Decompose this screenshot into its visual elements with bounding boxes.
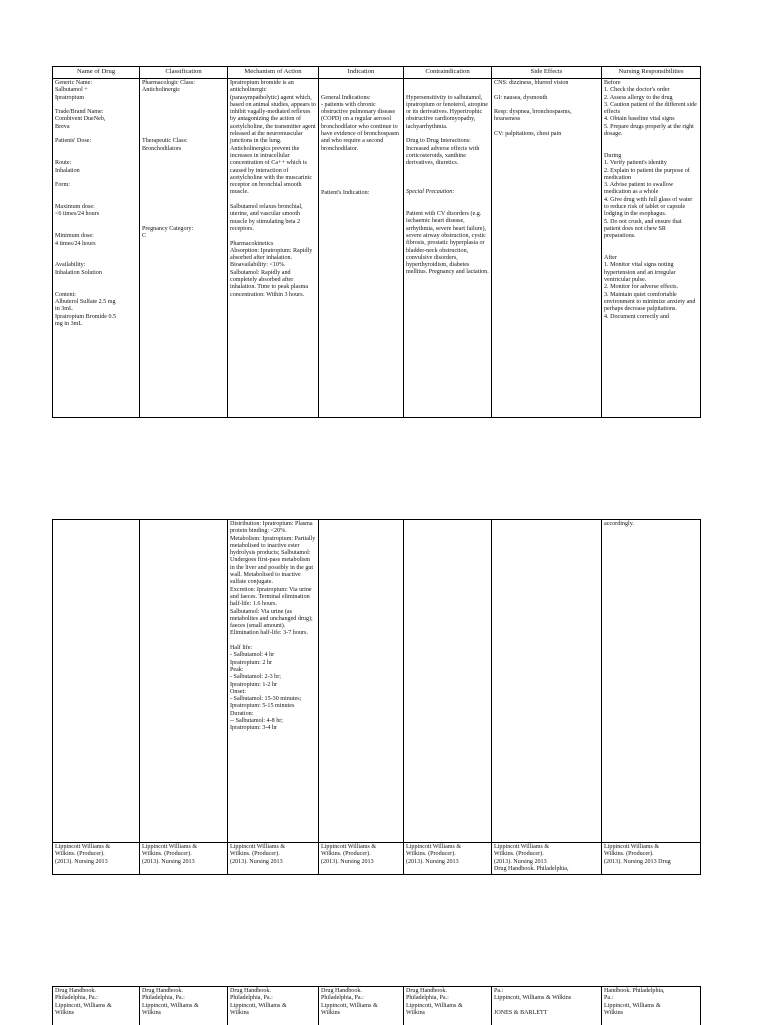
header-contraindication: Contraindication [404,67,492,79]
header-nursing-responsibilities: Nursing Responsibilities [602,67,701,79]
cell-classification [140,520,228,843]
cell-mechanism-continued: Distribution: Ipratropium: Plasma protein binding: <20%. Metabolism: Ipratropium: Partially metabolised to inactive ester hydrolysis products; Salbutamol: Undergoes first-pass metabolism in the liver and possibly in the gut wall. Metabolised to inactive sulfate conjugate. Excretion: Ipratropium: Via urine and faeces. Terminal elimination half-life: 1.6 hours. Salbutamol: Via urine (as metabolites and unchanged drug); faeces (small amount). Elimination half-life: 3-7 hours. Half life: - Salbutamol: 4 hr Ipratropium: 2 hr Peak: - Salbutamol: 2-3 hr; Ipratropium: 1-2 hr Onset: - Salbutamol: 15-30 minutes; Ipratropium: 5-15 minutes Duration: -- Salbutamol: 4-8 hr; Ipratropium: 3-4 hr [228,520,319,843]
cell-side-effects [492,520,602,843]
header-row [53,67,701,79]
table-row [53,520,701,843]
header-side-effects: Side Effects [492,67,602,79]
cell-nursing-responsibilities: Before 1. Check the doctor's order 2. Assess allergy to the drug 3. Caution patient of the different side effects 4. Obtain baseline vital signs 5. Prepare drugs properly at the right dosage. During 1. Verify patient's identity 2. Explain to patient the purpose of medication 3. Advise patient to swallow medication as a whole 4. Give drug with full glass of water to reduce risk of tablet or capsule lodging in the esophagus. 5. Do not crush, and ensure that patient does not chew SR preparations. After 1. Monitor vital signs noting hypertension and an irregular ventricular pulse. 2. Monitor for adverse effects. 3. Maintain quiet comfortable environment to minimize anxiety and perhaps decrease palpitations. 4. Document correctly and [602,79,701,418]
reference-cell: Drug Handbook. Philadelphia, Pa.: Lippincott, Williams & Wilkins [53,987,140,1025]
reference-cell: Lippincott Williams & Wilkins. (Producer). (2013). Nursing 2013 Drug [602,843,701,875]
cell-indication [319,520,404,843]
reference-cell: Handbook. Philadelphia, Pa.: Lippincott, Williams & Wilkins [602,987,701,1025]
cell-name-of-drug: Generic Name: Salbutamol + Ipratropium Trade/Brand Name: Combivent DueNeb, Breva Patients' Dose: Route: Inhalation Form: Maximum dose: <6 times/24 hours Minimum dose: 4 times/24 hours Availability: Inhalation Solution Content: Albuterol Sulfate 2.5 mg in 3mL Ipratropium Bromide 0.5 mg in 3mL [53,79,140,418]
references-row [53,987,701,1025]
references-row [53,843,701,875]
header-classification: Classification [140,67,228,79]
reference-cell: Pa.: Lippincott, Williams & Wilkins JONES & BARLETT [492,987,602,1025]
cell-contraindication [404,79,492,418]
general-indications-text: General Indications: - patients with chronic obstructive pulmonary disease (COPD) on a regular aerosol bronchodilator who continue to have evidence of bronchospasm and who require a second bronchodilator. [321,95,401,153]
table-row [53,79,701,418]
reference-cell: Drug Handbook. Philadelphia, Pa.: Lippincott, Williams & Wilkins [228,987,319,1025]
cell-nursing-continued: accordingly. [602,520,701,843]
reference-cell: Lippincott Williams & Wilkins. (Producer). (2013). Nursing 2013 Drug Handbook. Philadelphia, [492,843,602,875]
cell-mechanism: Ipratropium bromide is an anticholinergic (parasympatholytic) agent which, based on animal studies, appears to inhibit vagally-mediated reflexes by antagonizing the action of acetylcholine, the transmitter agent released at the neuromuscular junctions in the lung. Anticholinergics prevent the increases in intracellular concentration of Ca++ which is caused by interaction of acetylcholine with the muscarinic receptor on bronchial smooth muscle. Salbutamol relaxes bronchial, uterine, and vascular smooth muscle by stimulating beta 2 receptors. Pharmacokinetics Absorption: Ipratropium: Rapidly absorbed after inhalation. Bioavailability: <10%. Salbutamol: Rapidly and completely absorbed after inhalation. Time to peak plasma concentration: Within 3 hours. [228,79,319,418]
header-name-of-drug: Name of Drug [53,67,140,79]
contraindication-text: Hypersensitivity to salbutamol, ipratropium or fenoterol, atropine or its derivatives. Hypertrophic obstructive cardiomyopathy, tachyarrhythmia. Drug to Drug Interactions: Increased adverse effects with corticosteroids, xanthine derivatives, diuretics. [406,95,489,168]
reference-cell: Drug Handbook. Philadelphia, Pa.: Lippincott, Williams & Wilkins [319,987,404,1025]
cell-contraindication [404,520,492,843]
cell-classification: Pharmacologic Class: Anticholinergic Therapeutic Class: Bronchodilators Pregnancy Category: C [140,79,228,418]
drug-study-table-page3 [52,986,701,1025]
header-indication: Indication [319,67,404,79]
cell-side-effects: CNS: dizziness, blurred vision GI: nausea, dysmouth Resp: dyspnea, bronchospasms, hoarseness CV: palpitations, chest pain [492,79,602,418]
reference-cell: Lippincott Williams & Wilkins. (Producer). (2013). Nursing 2013 [228,843,319,875]
special-precaution-text: Patient with CV disorders (e.g. ischaemic heart disease, arrhythmia, severe heart failure), severe airway obstruction, cystic fibrosis, prostatic hyperplasia or bladder-neck obstruction, convulsive disorders, hyperthyroidism, diabetes mellitus. Pregnancy and lactation. [406,211,489,277]
reference-cell: Lippincott Williams & Wilkins. (Producer). (2013). Nursing 2013 [53,843,140,875]
drug-study-table-page1 [52,66,701,418]
drug-study-table-page2 [52,519,701,875]
reference-cell: Drug Handbook. Philadelphia, Pa.: Lippincott, Williams & Wilkins [404,987,492,1025]
reference-cell: Drug Handbook. Philadelphia, Pa.: Lippincott, Williams & Wilkins [140,987,228,1025]
patient-indication-label: Patient's Indication: [321,190,401,197]
reference-cell: Lippincott Williams & Wilkins. (Producer). (2013). Nursing 2013 [404,843,492,875]
reference-cell: Lippincott Williams & Wilkins. (Producer). (2013). Nursing 2013 [319,843,404,875]
reference-cell: Lippincott Williams & Wilkins. (Producer). (2013). Nursing 2013 [140,843,228,875]
cell-name-of-drug [53,520,140,843]
cell-indication [319,79,404,418]
header-mechanism: Mechanism of Action [228,67,319,79]
special-precaution-label: Special Precaution: [406,189,489,196]
